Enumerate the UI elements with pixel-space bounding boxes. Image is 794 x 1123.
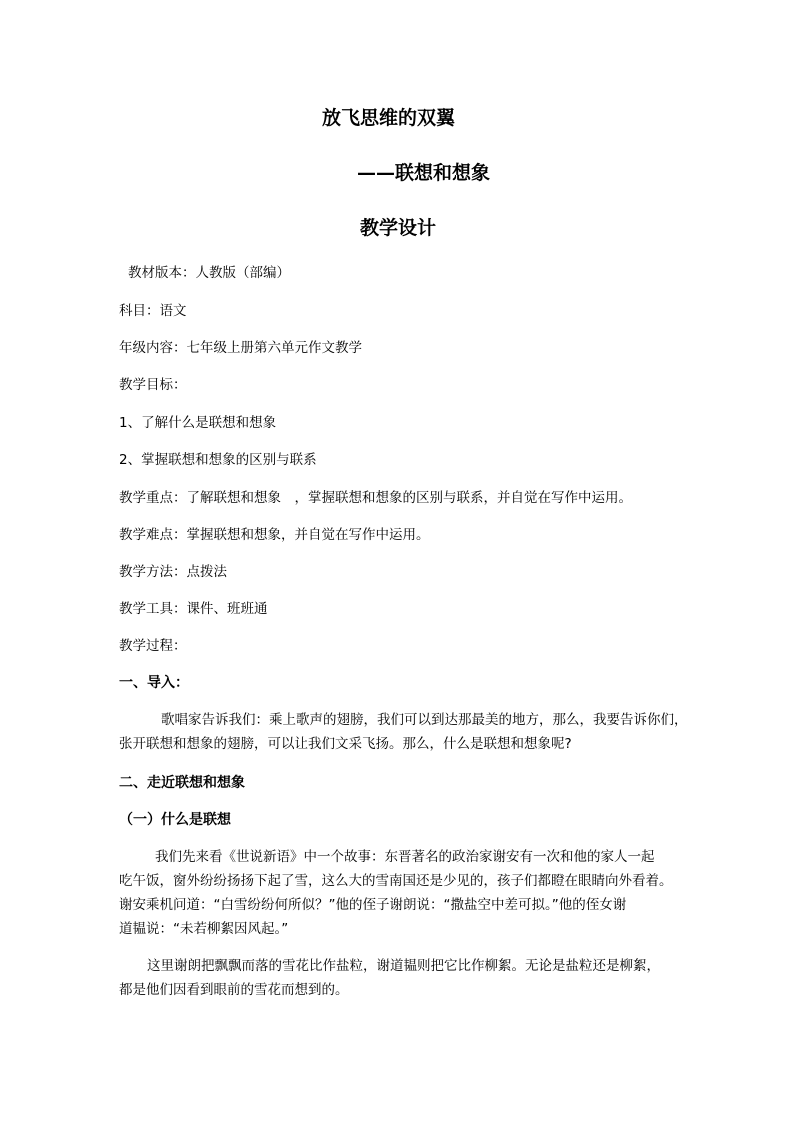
teaching-method: 教学方法：点拨法: [119, 564, 227, 580]
paragraph-line: 我们先来看《世说新语》中一个故事：东晋著名的政治家谢安有一次和他的家人一起: [155, 849, 655, 865]
teaching-key-point: 教学重点：了解联想和想象 ，掌握联想和想象的区别与联系，并自觉在写作中运用。: [119, 490, 632, 506]
textbook-version: 教材版本：人教版（部编）: [128, 265, 290, 281]
section-1-paragraph: [119, 708, 691, 756]
explanation-paragraph: [119, 954, 691, 1002]
document-type-heading: 教学设计: [360, 217, 437, 239]
teaching-goal-2: 2、掌握联想和想象的区别与联系: [119, 452, 317, 468]
teaching-goal-1: 1、了解什么是联想和想象: [119, 415, 277, 431]
document-title: 放飞思维的双翼: [322, 107, 456, 129]
paragraph-line: 这里谢朗把飘飘而落的雪花比作盐粒，谢道韫则把它比作柳絮。无论是盐粒还是柳絮，: [147, 958, 660, 974]
teaching-goals-label: 教学目标：: [119, 377, 187, 393]
grade-content-line: 年级内容：七年级上册第六单元作文教学: [119, 340, 362, 356]
teaching-tools: 教学工具：课件、班班通: [119, 601, 268, 617]
paragraph-line: 道韫说：“未若柳絮因风起。”: [119, 921, 289, 937]
document-subtitle: ——联想和想象: [357, 162, 491, 184]
story-paragraph: [119, 845, 691, 941]
subsection-1-heading: （一）什么是联想: [119, 812, 231, 828]
teaching-difficulty: 教学难点：掌握联想和想象，并自觉在写作中运用。: [119, 527, 430, 543]
paragraph-line: 张开联想和想象的翅膀，可以让我们文采飞扬。那么，什么是联想和想象呢?: [119, 736, 572, 752]
section-2-heading: 二、走近联想和想象: [119, 775, 245, 791]
paragraph-line: 吃午饭，窗外纷纷扬扬下起了雪，这么大的雪南国还是少见的，孩子们都瞪在眼睛向外看着。: [119, 873, 673, 889]
paragraph-line: 歌唱家告诉我们：乘上歌声的翅膀，我们可以到达那最美的地方，那么，我要告诉你们，: [161, 712, 688, 728]
teaching-process-label: 教学过程：: [119, 638, 187, 654]
paragraph-line: 都是他们因看到眼前的雪花而想到的。: [119, 982, 349, 998]
subject-line: 科目：语文: [119, 303, 187, 319]
paragraph-line: 谢安乘机问道：“白雪纷纷何所似？”他的侄子谢朗说：“撒盐空中差可拟。”他的侄女谢: [119, 897, 627, 913]
section-1-heading: 一、导入：: [119, 675, 189, 691]
